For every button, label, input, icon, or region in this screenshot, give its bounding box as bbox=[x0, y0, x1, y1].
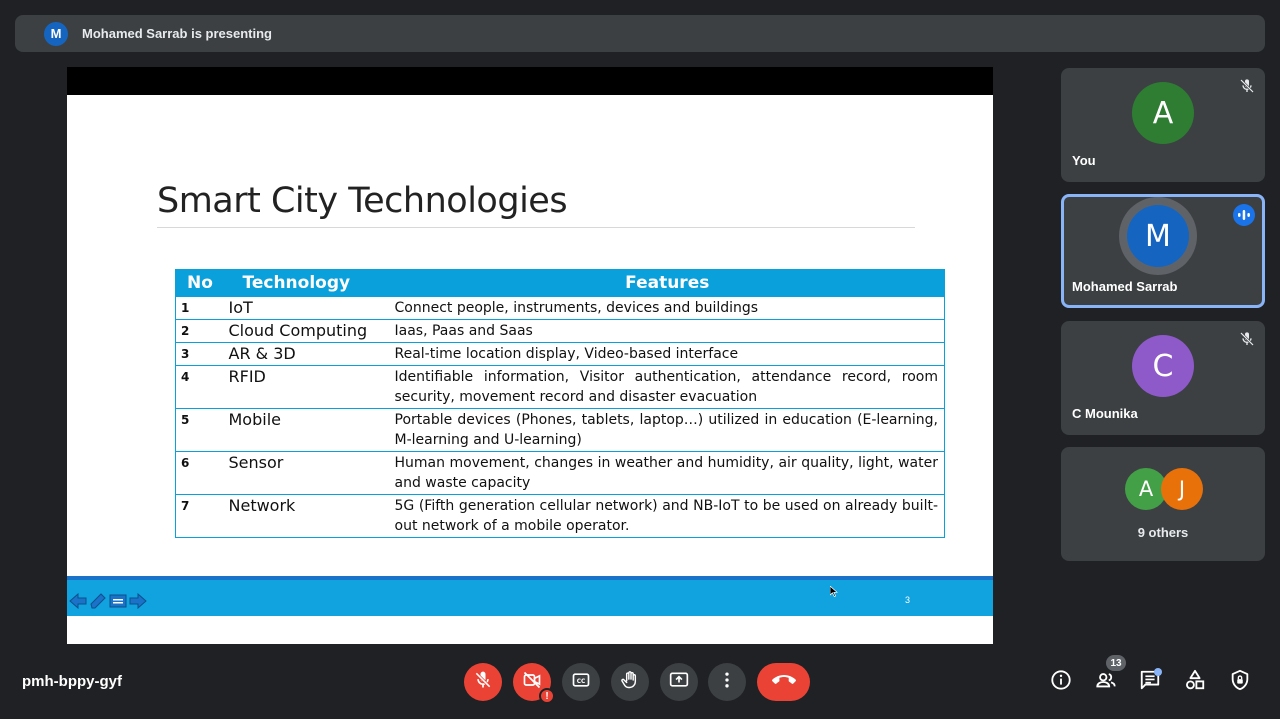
row-no: 2 bbox=[176, 320, 223, 343]
row-no: 7 bbox=[176, 495, 223, 538]
activities-shapes-icon bbox=[1184, 669, 1206, 696]
presentation-stage[interactable] bbox=[67, 67, 993, 643]
slide bbox=[67, 95, 993, 644]
slide-footer-bar bbox=[67, 580, 993, 616]
people-icon bbox=[1095, 669, 1117, 696]
row-technology: AR & 3D bbox=[223, 343, 391, 366]
pen-icon[interactable] bbox=[89, 593, 107, 609]
more-options-button[interactable] bbox=[708, 663, 746, 701]
row-technology: Cloud Computing bbox=[223, 320, 391, 343]
title-divider bbox=[157, 227, 915, 228]
camera-toggle-button[interactable] bbox=[513, 663, 551, 701]
participant-name: Mohamed Sarrab bbox=[1072, 279, 1178, 294]
shield-lock-icon bbox=[1229, 669, 1251, 696]
row-features: 5G (Fifth generation cellular network) and NB-IoT to be used on already built-out network of a mobile operator. bbox=[391, 495, 945, 538]
mic-off-icon bbox=[1239, 331, 1255, 352]
info-icon bbox=[1050, 669, 1072, 696]
row-technology: Network bbox=[223, 495, 391, 538]
participant-tile-mohamed-sarrab[interactable] bbox=[1061, 194, 1265, 308]
next-slide-arrow-icon[interactable] bbox=[129, 593, 147, 609]
present-screen-icon bbox=[669, 670, 689, 695]
mic-off-icon bbox=[1239, 78, 1255, 99]
leave-call-button[interactable] bbox=[757, 663, 810, 701]
captions-button[interactable] bbox=[562, 663, 600, 701]
table-row bbox=[176, 366, 945, 409]
table-row bbox=[176, 320, 945, 343]
row-technology: Mobile bbox=[223, 409, 391, 452]
activities-button[interactable] bbox=[1182, 669, 1208, 695]
camera-off-icon bbox=[522, 670, 542, 695]
host-controls-button[interactable] bbox=[1227, 669, 1253, 695]
row-features: Identifiable information, Visitor authentication, attendance record, room security, movement record and disaster evacuation bbox=[391, 366, 945, 409]
row-no: 4 bbox=[176, 366, 223, 409]
slide-number: 3 bbox=[905, 595, 911, 605]
more-vertical-icon bbox=[717, 670, 737, 695]
hang-up-icon bbox=[772, 668, 796, 697]
others-label: 9 others bbox=[1137, 525, 1189, 540]
present-screen-button[interactable] bbox=[660, 663, 698, 701]
mic-off-icon bbox=[473, 670, 493, 695]
row-no: 5 bbox=[176, 409, 223, 452]
people-button[interactable] bbox=[1093, 669, 1119, 695]
participant-tile-you[interactable] bbox=[1061, 68, 1265, 182]
presenter-banner bbox=[15, 15, 1265, 52]
row-no: 3 bbox=[176, 343, 223, 366]
row-features: Portable devices (Phones, tablets, laptop…) utilized in education (E-learning, M-learning and U-learning) bbox=[391, 409, 945, 452]
hand-icon bbox=[620, 670, 640, 695]
presenter-text: Mohamed Sarrab is presenting bbox=[82, 26, 272, 41]
slideshow-controls bbox=[69, 593, 147, 609]
row-no: 6 bbox=[176, 452, 223, 495]
header-technology: Technology bbox=[223, 270, 391, 297]
participant-avatar: M bbox=[1127, 205, 1189, 267]
row-features: Connect people, instruments, devices and buildings bbox=[391, 297, 945, 320]
table-row bbox=[176, 495, 945, 538]
closed-captions-icon bbox=[571, 670, 591, 695]
camera-alert-badge: ! bbox=[539, 688, 555, 704]
participant-tile-others[interactable] bbox=[1061, 447, 1265, 561]
mouse-cursor-icon bbox=[830, 584, 838, 602]
participant-avatar: A bbox=[1132, 82, 1194, 144]
header-no: No bbox=[176, 270, 223, 297]
people-count-badge: 13 bbox=[1106, 655, 1126, 671]
mic-toggle-button[interactable] bbox=[464, 663, 502, 701]
raise-hand-button[interactable] bbox=[611, 663, 649, 701]
meeting-details-button[interactable] bbox=[1048, 669, 1074, 695]
table-row bbox=[176, 409, 945, 452]
row-no: 1 bbox=[176, 297, 223, 320]
row-features: Iaas, Paas and Saas bbox=[391, 320, 945, 343]
participant-avatar: C bbox=[1132, 335, 1194, 397]
technology-table bbox=[175, 269, 945, 538]
row-features: Real-time location display, Video-based interface bbox=[391, 343, 945, 366]
slide-menu-icon[interactable] bbox=[109, 593, 127, 609]
slide-title: Smart City Technologies bbox=[157, 181, 568, 221]
speaking-indicator-icon bbox=[1233, 204, 1255, 226]
participant-tile-c-mounika[interactable] bbox=[1061, 321, 1265, 435]
row-technology: Sensor bbox=[223, 452, 391, 495]
participant-avatar: A bbox=[1125, 468, 1167, 510]
row-features: Human movement, changes in weather and humidity, air quality, light, water and waste capacity bbox=[391, 452, 945, 495]
row-technology: IoT bbox=[223, 297, 391, 320]
table-row bbox=[176, 297, 945, 320]
table-row bbox=[176, 343, 945, 366]
table-row bbox=[176, 452, 945, 495]
header-features: Features bbox=[391, 270, 945, 297]
presenter-avatar: M bbox=[44, 22, 68, 46]
chat-notification-dot bbox=[1154, 668, 1162, 676]
participant-avatar: J bbox=[1161, 468, 1203, 510]
meeting-code: pmh-bppy-gyf bbox=[22, 673, 122, 690]
row-technology: RFID bbox=[223, 366, 391, 409]
svg-text:CC: CC bbox=[576, 678, 586, 685]
prev-slide-arrow-icon[interactable] bbox=[69, 593, 87, 609]
participant-name: C Mounika bbox=[1072, 406, 1138, 421]
participant-name: You bbox=[1072, 153, 1096, 168]
